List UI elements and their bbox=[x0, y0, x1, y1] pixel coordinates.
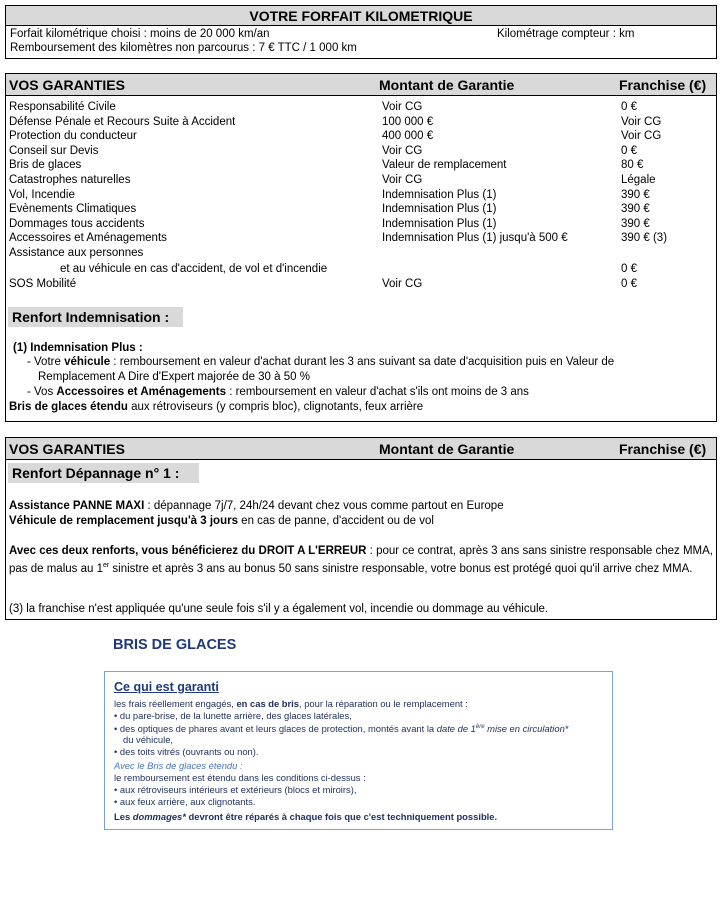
garanti-bullet-1: • du pare-brise, de la lunette arrière, des glaces latérales, bbox=[114, 710, 352, 721]
bris-final-line bbox=[114, 811, 497, 823]
etendu-bullet-1: • aux rétroviseurs intérieurs et extérieurs (blocs et miroirs), bbox=[114, 784, 357, 795]
indemnisation-line-1 bbox=[27, 355, 711, 370]
garantie-name: Vol, Incendie bbox=[9, 188, 75, 201]
garantie-franchise: 0 € bbox=[621, 278, 637, 290]
bris-b: aux rétroviseurs (y compris bloc), clignotants, feux arrière bbox=[127, 401, 424, 413]
garantie-franchise: 0 € bbox=[621, 144, 637, 157]
intro-c: , pour la réparation ou le remplacement : bbox=[299, 698, 468, 709]
bris-heading: BRIS DE GLACES bbox=[113, 637, 237, 653]
table-row bbox=[0, 129, 722, 144]
forfait-line-1: Forfait kilométrique choisi : moins de 20 000 km/an bbox=[10, 28, 270, 40]
assistance-label: Assistance aux personnes bbox=[9, 247, 144, 259]
panne-a: Assistance PANNE MAXI bbox=[9, 500, 145, 512]
garantie-franchise: Légale bbox=[621, 174, 656, 186]
table-row bbox=[0, 231, 722, 246]
table-row bbox=[0, 202, 722, 217]
forfait-title: VOTRE FORFAIT KILOMETRIQUE bbox=[249, 8, 473, 24]
bris-a: Bris de glaces étendu bbox=[9, 401, 128, 413]
garantie-name: Responsabilité Civile bbox=[9, 101, 116, 113]
garantie-montant: 400 000 € bbox=[382, 130, 434, 143]
vehicule-remplacement-line bbox=[9, 514, 434, 529]
garantie-montant: Voir CG bbox=[382, 278, 423, 290]
table-row bbox=[0, 217, 722, 232]
ind-l3-b: Accessoires et Aménagements bbox=[56, 386, 227, 398]
garantie-name: Catastrophes naturelles bbox=[9, 174, 131, 186]
garanties-table bbox=[0, 100, 722, 300]
b2-sup: ère bbox=[475, 724, 485, 730]
b2-c: mise en circulation* bbox=[484, 723, 569, 735]
garantie-montant: Voir CG bbox=[382, 144, 423, 157]
garantie-name: Dommages tous accidents bbox=[9, 217, 145, 230]
renfort-indemnisation-title: Renfort Indemnisation : bbox=[8, 307, 183, 327]
ind-l1-a: - Votre bbox=[27, 356, 65, 368]
garantie-franchise: 0 € bbox=[621, 101, 637, 113]
renfort-depannage-title: Renfort Dépannage n° 1 : bbox=[8, 463, 199, 483]
garantie-franchise: 390 € (3) bbox=[621, 232, 668, 245]
garantie-montant: 100 000 € bbox=[382, 115, 434, 128]
indemnisation-line-3 bbox=[27, 385, 529, 400]
garanti-bullet-3: • des toits vitrés (ouvrants ou non). bbox=[114, 746, 259, 757]
garantie-name: Evènements Climatiques bbox=[9, 203, 137, 216]
b2-b: date de 1 bbox=[436, 723, 476, 735]
garantie-montant: Indemnisation Plus (1) bbox=[382, 203, 497, 216]
depannage-col-3: Franchise (€) bbox=[619, 441, 707, 457]
note-3: (3) la franchise n'est appliquée qu'une seule fois s'il y a également vol, incendie ou dommage au véhicule. bbox=[9, 603, 549, 615]
final-a: Les bbox=[114, 811, 133, 822]
garantie-montant: Valeur de remplacement bbox=[382, 159, 507, 172]
garanti-bullet-2-cont: du véhicule, bbox=[123, 734, 174, 745]
ind-l1-c: : remboursement en valeur d'achat durant les 3 ans suivant sa date d'acquisition puis en Valeur de bbox=[110, 356, 615, 368]
garantie-name: Défense Pénale et Recours Suite à Accident bbox=[9, 115, 236, 128]
table-row bbox=[0, 173, 722, 188]
etendu-title: Avec le Bris de glaces étendu : bbox=[114, 760, 243, 771]
etendu-intro: le remboursement est étendu dans les conditions ci-dessus : bbox=[114, 772, 366, 783]
garantie-montant: Indemnisation Plus (1) jusqu'à 500 € bbox=[382, 232, 568, 245]
panne-b: : dépannage 7j/7, 24h/24 devant chez vous comme partout en Europe bbox=[144, 500, 504, 512]
garantie-montant: Voir CG bbox=[382, 174, 423, 186]
bris-etendu-line bbox=[9, 400, 423, 415]
forfait-line-2: Remboursement des kilomètres non parcourus : 7 € TTC / 1 000 km bbox=[10, 42, 357, 54]
table-row bbox=[0, 115, 722, 130]
depannage-col-1: VOS GARANTIES bbox=[9, 441, 125, 457]
garantie-name: SOS Mobilité bbox=[9, 278, 77, 290]
assistance-franchise: 0 € bbox=[621, 263, 637, 275]
forfait-section bbox=[5, 5, 717, 59]
final-c: devront être réparés à chaque fois que c'est techniquement possible. bbox=[185, 811, 498, 822]
table-row bbox=[0, 158, 722, 173]
garantie-franchise: Voir CG bbox=[621, 130, 662, 143]
garantie-montant: Indemnisation Plus (1) bbox=[382, 188, 497, 201]
droit-a: Avec ces deux renforts, vous bénéficierez du DROIT A L'ERREUR bbox=[9, 545, 367, 557]
garanti-bullet-2 bbox=[114, 722, 568, 735]
garantie-franchise: 390 € bbox=[621, 188, 650, 201]
table-row bbox=[0, 188, 722, 203]
table-row bbox=[0, 277, 722, 292]
garantie-franchise: 390 € bbox=[621, 203, 650, 216]
garantie-name: Accessoires et Aménagements bbox=[9, 232, 167, 245]
intro-b: en cas de bris bbox=[236, 698, 299, 709]
droit-erreur-paragraph bbox=[9, 544, 713, 576]
table-row bbox=[0, 144, 722, 159]
depannage-col-2: Montant de Garantie bbox=[379, 441, 515, 457]
garantie-montant: Voir CG bbox=[382, 101, 423, 113]
final-b: dommages* bbox=[132, 811, 186, 822]
bris-garanti-box bbox=[104, 671, 613, 830]
garanti-intro bbox=[114, 698, 468, 710]
garanties-col-1: VOS GARANTIES bbox=[9, 77, 125, 93]
garantie-name: Bris de glaces bbox=[9, 159, 82, 172]
remplacement-b: en cas de panne, d'accident ou de vol bbox=[237, 515, 434, 527]
table-row bbox=[0, 100, 722, 115]
ind-l3-a: - Vos bbox=[27, 386, 57, 398]
etendu-bullet-2: • aux feux arrière, aux clignotants. bbox=[114, 796, 256, 807]
garantie-name: Protection du conducteur bbox=[9, 130, 137, 143]
garanti-title: Ce qui est garanti bbox=[114, 680, 219, 694]
garantie-franchise: 390 € bbox=[621, 217, 650, 230]
ind-l1-b: véhicule bbox=[64, 356, 111, 368]
intro-a: les frais réellement engagés, bbox=[114, 698, 237, 709]
garanties-col-2: Montant de Garantie bbox=[379, 77, 515, 93]
droit-c: sinistre et après 3 ans au bonus 50 sans sinistre responsable, votre bonus est protégé quoi qu'il arrive chez MMA. bbox=[109, 562, 693, 575]
table-row bbox=[0, 262, 722, 277]
garanties-col-3: Franchise (€) bbox=[619, 77, 707, 93]
indemnisation-plus-title: (1) Indemnisation Plus : bbox=[13, 342, 143, 354]
garantie-name: Conseil sur Devis bbox=[9, 144, 99, 157]
ind-l3-c: : remboursement en valeur d'achat s'ils ont moins de 3 ans bbox=[226, 386, 529, 398]
table-row bbox=[0, 246, 722, 261]
indemnisation-line-2: Remplacement A Dire d'Expert majorée de 30 à 50 % bbox=[38, 371, 310, 383]
b2-a: • des optiques de phares avant et leurs glaces de protection, montés avant la bbox=[114, 723, 437, 735]
garantie-franchise: 80 € bbox=[621, 159, 644, 172]
remplacement-a: Véhicule de remplacement jusqu'à 3 jours bbox=[9, 515, 238, 527]
assistance-panne-line bbox=[9, 499, 504, 514]
droit-sup: er bbox=[102, 561, 110, 569]
garantie-montant: Indemnisation Plus (1) bbox=[382, 217, 497, 230]
garantie-franchise: Voir CG bbox=[621, 115, 662, 128]
droit-b: : pour ce contrat, après 3 ans sans sinistre responsable chez MMA, pas de malus au 1 bbox=[9, 545, 713, 575]
kilometrage-compteur: Kilométrage compteur : km bbox=[497, 28, 635, 40]
assistance-sub: et au véhicule en cas d'accident, de vol et d'incendie bbox=[60, 263, 328, 275]
